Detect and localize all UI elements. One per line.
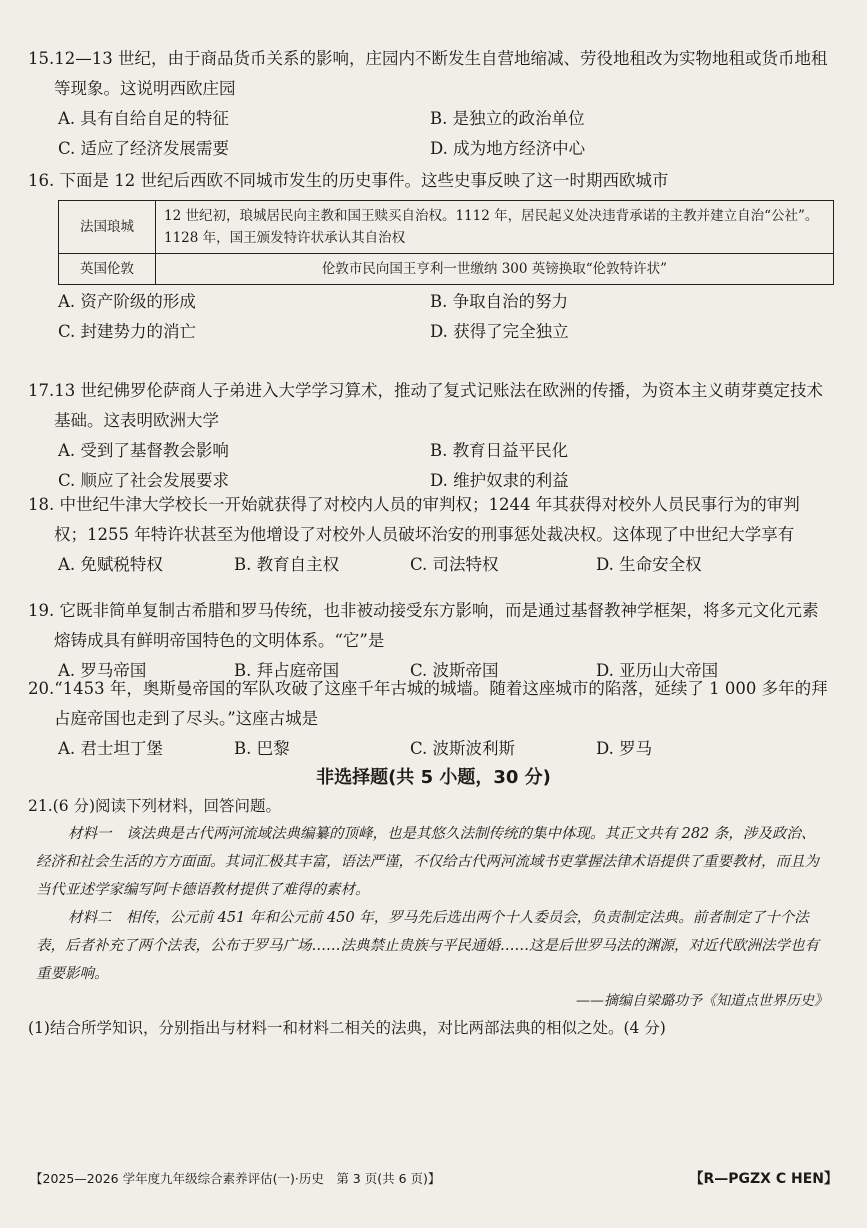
question-15-options (28, 104, 828, 164)
question-20-stem: 20.“1453 年，奥斯曼帝国的军队攻破了这座千年古城的城墙。随着这座城市的陷落，延续了 1 000 多年的拜占庭帝国也走到了尽头。”这座古城是 (28, 679, 828, 728)
option-a: A. 君士坦丁堡 (58, 739, 163, 758)
material-one: 材料一 该法典是古代两河流域法典编纂的顶峰，也是其悠久法制传统的集中体现。其正文共有 282 条，涉及政治、经济和社会生活的方方面面。其词汇极其丰富，语法严谨，不仅给古代两河流域书吏掌握法律术语提供了重要教材，而且为当代亚述学家编写阿卡德语教材提供了难得的素材。 (36, 826, 819, 898)
question-15-stem: 15.12—13 世纪，由于商品货币关系的影响，庄园内不断发生自营地缩减、劳役地租改为实物地租或货币地租等现象。这说明西欧庄园 (28, 49, 828, 98)
question-17-options (28, 436, 828, 496)
question-19-stem: 19. 它既非简单复制古希腊和罗马传统，也非被动接受东方影响，而是通过基督教神学框架，将多元文化元素熔铸成具有鲜明帝国特色的文明体系。“它”是 (28, 601, 819, 650)
table-cell-event: 伦敦市民向国王亨利一世缴纳 300 英镑换取“伦敦特许状” (156, 254, 834, 285)
question-21 (28, 792, 828, 1042)
material-source: ——摘编自梁璐功予《知道点世界历史》 (576, 993, 828, 1009)
option-d: D. 生命安全权 (596, 555, 702, 574)
option-c: C. 司法特权 (410, 555, 499, 574)
table-cell-city: 法国琅城 (59, 201, 156, 254)
option-d: D. 成为地方经济中心 (430, 139, 586, 158)
question-16-options (28, 287, 828, 347)
table-row (59, 201, 834, 254)
question-16 (28, 166, 828, 347)
table-row (59, 254, 834, 285)
option-d: D. 罗马 (596, 739, 653, 758)
option-a: A. 免赋税特权 (58, 555, 163, 574)
option-b: B. 教育日益平民化 (430, 441, 569, 460)
option-d: D. 获得了完全独立 (430, 322, 569, 341)
question-21-stem: 21.(6 分)阅读下列材料，回答问题。 (28, 797, 282, 815)
events-table (58, 200, 834, 285)
option-c: C. 波斯波利斯 (410, 739, 516, 758)
material-two: 材料二 相传，公元前 451 年和公元前 450 年，罗马先后选出两个十人委员会，负责制定法典。前者制定了十个法表，后者补充了两个法表，公布于罗马广场……法典禁止贵族与平民通婚……这是后世罗马法的渊源，对近代欧洲法学也有重要影响。 (36, 910, 819, 982)
option-a: A. 资产阶级的形成 (58, 292, 196, 311)
option-d: D. 亚历山大帝国 (596, 661, 719, 680)
question-18-options (28, 550, 828, 580)
question-19 (28, 596, 828, 686)
option-c: C. 顺应了社会发展要求 (58, 471, 230, 490)
section-title: 非选择题(共 5 小题，30 分) (316, 767, 551, 788)
option-b: B. 教育自主权 (234, 555, 340, 574)
question-17-stem: 17.13 世纪佛罗伦萨商人子弟进入大学学习算术，推动了复式记账法在欧洲的传播，为资本主义萌芽奠定技术基础。这表明欧洲大学 (28, 381, 823, 430)
footer-paper-code: 【R—PGZX C HEN】 (689, 1171, 838, 1187)
option-b: B. 巴黎 (234, 739, 290, 758)
option-b: B. 是独立的政治单位 (430, 109, 585, 128)
page-footer (30, 1168, 838, 1188)
question-16-stem: 16. 下面是 12 世纪后西欧不同城市发生的历史事件。这些史事反映了这一时期西欧城市 (28, 171, 669, 190)
option-c: C. 封建势力的消亡 (58, 322, 197, 341)
question-15 (28, 44, 828, 164)
option-d: D. 维护奴隶的利益 (430, 471, 569, 490)
option-c: C. 波斯帝国 (410, 661, 499, 680)
question-20-options (28, 734, 828, 764)
question-18-stem: 18. 中世纪牛津大学校长一开始就获得了对校内人员的审判权；1244 年其获得对校外人员民事行为的审判权；1255 年特许状甚至为他增设了对校外人员破坏治安的刑事惩处裁决权。这体现了中世纪大学享有 (28, 495, 800, 544)
footer-exam-info: 【2025—2026 学年度九年级综合素养评估(一)·历史 第 3 页(共 6 页)】 (30, 1171, 441, 1186)
option-a: A. 具有自给自足的特征 (58, 109, 229, 128)
option-b: B. 争取自治的努力 (430, 292, 569, 311)
option-a: A. 受到了基督教会影响 (58, 441, 229, 460)
question-17 (28, 376, 828, 496)
table-cell-city: 英国伦敦 (59, 254, 156, 285)
option-c: C. 适应了经济发展需要 (58, 139, 230, 158)
option-b: B. 拜占庭帝国 (234, 661, 340, 680)
option-a: A. 罗马帝国 (58, 661, 147, 680)
question-21-sub-1: (1)结合所学知识，分别指出与材料一和材料二相关的法典，对比两部法典的相似之处。(4 分) (28, 1019, 666, 1037)
question-18 (28, 490, 828, 580)
question-20 (28, 674, 828, 764)
table-cell-event: 12 世纪初，琅城居民向主教和国王赎买自治权。1112 年，居民起义处决违背承诺的主教并建立自治“公社”。1128 年，国王颁发特许状承认其自治权 (156, 201, 834, 254)
